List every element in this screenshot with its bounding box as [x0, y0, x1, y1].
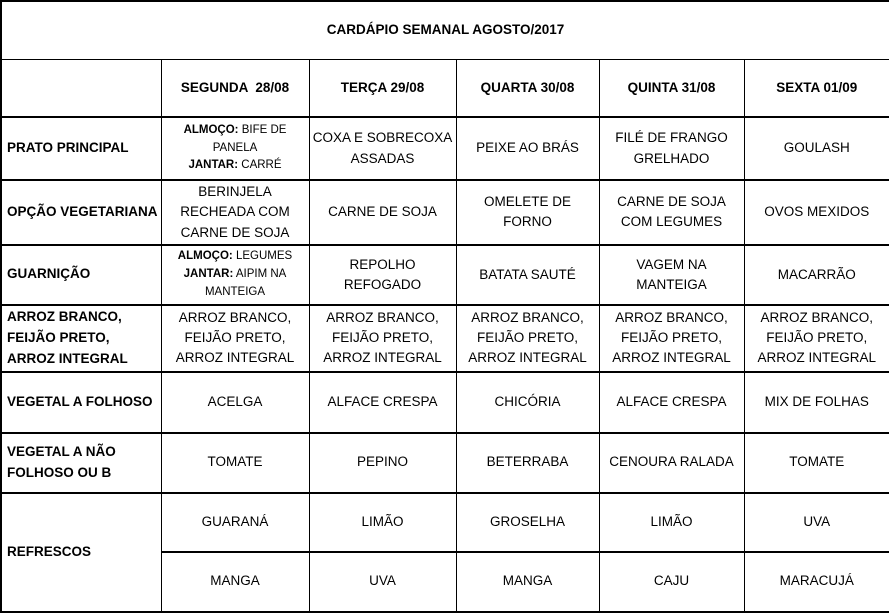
day-header-sexta: SEXTA 01/09: [744, 59, 889, 117]
cell-arroz-feijao-terca: ARROZ BRANCO, FEIJÃO PRETO, ARROZ INTEGRAL: [309, 305, 456, 372]
cell-prato-principal-segunda: [161, 117, 309, 180]
cell-refrescos1-quinta: LIMÃO: [599, 493, 744, 552]
cell-opcao-vegetariana-terca: CARNE DE SOJA: [309, 180, 456, 245]
page-title: CARDÁPIO SEMANAL AGOSTO/2017: [1, 1, 889, 59]
cell-refrescos2-terca: UVA: [309, 552, 456, 612]
cell-vegetal-nao-folhoso-segunda: TOMATE: [161, 433, 309, 493]
day-header-segunda: SEGUNDA 28/08: [161, 59, 309, 117]
cell-prato-principal-quarta: PEIXE AO BRÁS: [456, 117, 599, 180]
cell-arroz-feijao-sexta: ARROZ BRANCO, FEIJÃO PRETO, ARROZ INTEGRAL: [744, 305, 889, 372]
cell-opcao-vegetariana-segunda: BERINJELA RECHEADA COM CARNE DE SOJA: [161, 180, 309, 245]
row-label-prato-principal: PRATO PRINCIPAL: [1, 117, 161, 180]
cell-vegetal-folhoso-sexta: MIX DE FOLHAS: [744, 372, 889, 433]
cell-guarnicao-quinta: VAGEM NA MANTEIGA: [599, 245, 744, 305]
cell-vegetal-folhoso-terca: ALFACE CRESPA: [309, 372, 456, 433]
cell-refrescos2-quarta: MANGA: [456, 552, 599, 612]
cell-arroz-feijao-quinta: ARROZ BRANCO, FEIJÃO PRETO, ARROZ INTEGRAL: [599, 305, 744, 372]
cell-vegetal-nao-folhoso-terca: PEPINO: [309, 433, 456, 493]
cell-refrescos2-quinta: CAJU: [599, 552, 744, 612]
almoco-label: ALMOÇO:: [183, 123, 239, 136]
cell-opcao-vegetariana-quinta: CARNE DE SOJA COM LEGUMES: [599, 180, 744, 245]
cell-vegetal-nao-folhoso-sexta: TOMATE: [744, 433, 889, 493]
cell-vegetal-nao-folhoso-quarta: BETERRABA: [456, 433, 599, 493]
jantar-line: [164, 157, 307, 175]
almoco-value: LEGUMES: [235, 250, 293, 263]
cell-guarnicao-terca: REPOLHO REFOGADO: [309, 245, 456, 305]
row-label-opcao-vegetariana: OPÇÃO VEGETARIANA: [1, 180, 161, 245]
almoco-value: BIFE DE PANELA: [212, 123, 287, 154]
row-label-guarnicao: GUARNIÇÃO: [1, 245, 161, 305]
cell-arroz-feijao-segunda: ARROZ BRANCO, FEIJÃO PRETO, ARROZ INTEGRAL: [161, 305, 309, 372]
row-arroz-feijao: [1, 305, 889, 372]
almoco-label: ALMOÇO:: [177, 250, 233, 263]
cell-refrescos1-segunda: GUARANÁ: [161, 493, 309, 552]
cell-arroz-feijao-quarta: ARROZ BRANCO, FEIJÃO PRETO, ARROZ INTEGRAL: [456, 305, 599, 372]
jantar-value: AIPIM NA MANTEIGA: [204, 267, 287, 298]
jantar-line: [164, 266, 307, 302]
row-guarnicao: [1, 245, 889, 305]
row-label-refrescos: REFRESCOS: [1, 493, 161, 612]
row-label-vegetal-folhoso: VEGETAL A FOLHOSO: [1, 372, 161, 433]
row-prato-principal: [1, 117, 889, 180]
row-vegetal-nao-folhoso: [1, 433, 889, 493]
almoco-line: [164, 122, 307, 158]
row-refrescos-linha1: [1, 493, 889, 552]
cell-guarnicao-sexta: MACARRÃO: [744, 245, 889, 305]
day-header-row: [1, 59, 889, 117]
cell-opcao-vegetariana-sexta: OVOS MEXIDOS: [744, 180, 889, 245]
cell-prato-principal-sexta: GOULASH: [744, 117, 889, 180]
cell-vegetal-folhoso-quarta: CHICÓRIA: [456, 372, 599, 433]
cell-guarnicao-segunda: [161, 245, 309, 305]
cell-refrescos2-segunda: MANGA: [161, 552, 309, 612]
almoco-line: [164, 248, 307, 266]
row-vegetal-folhoso: [1, 372, 889, 433]
cell-refrescos1-sexta: UVA: [744, 493, 889, 552]
cell-opcao-vegetariana-quarta: OMELETE DE FORNO: [456, 180, 599, 245]
cell-refrescos1-quarta: GROSELHA: [456, 493, 599, 552]
title-row: [1, 1, 889, 59]
row-label-vegetal-nao-folhoso: VEGETAL A NÃO FOLHOSO OU B: [1, 433, 161, 493]
cell-refrescos1-terca: LIMÃO: [309, 493, 456, 552]
cell-guarnicao-quarta: BATATA SAUTÉ: [456, 245, 599, 305]
day-header-quarta: QUARTA 30/08: [456, 59, 599, 117]
day-header-quinta: QUINTA 31/08: [599, 59, 744, 117]
cell-vegetal-folhoso-quinta: ALFACE CRESPA: [599, 372, 744, 433]
row-label-arroz-feijao: ARROZ BRANCO, FEIJÃO PRETO, ARROZ INTEGRAL: [1, 305, 161, 372]
cell-vegetal-folhoso-segunda: ACELGA: [161, 372, 309, 433]
corner-cell: [1, 59, 161, 117]
jantar-value: CARRÉ: [241, 159, 282, 172]
row-opcao-vegetariana: [1, 180, 889, 245]
cell-vegetal-nao-folhoso-quinta: CENOURA RALADA: [599, 433, 744, 493]
cell-prato-principal-terca: COXA E SOBRECOXA ASSADAS: [309, 117, 456, 180]
jantar-label: JANTAR:: [188, 159, 239, 172]
cell-refrescos2-sexta: MARACUJÁ: [744, 552, 889, 612]
cell-prato-principal-quinta: FILÉ DE FRANGO GRELHADO: [599, 117, 744, 180]
jantar-label: JANTAR:: [183, 267, 234, 280]
day-header-terca: TERÇA 29/08: [309, 59, 456, 117]
